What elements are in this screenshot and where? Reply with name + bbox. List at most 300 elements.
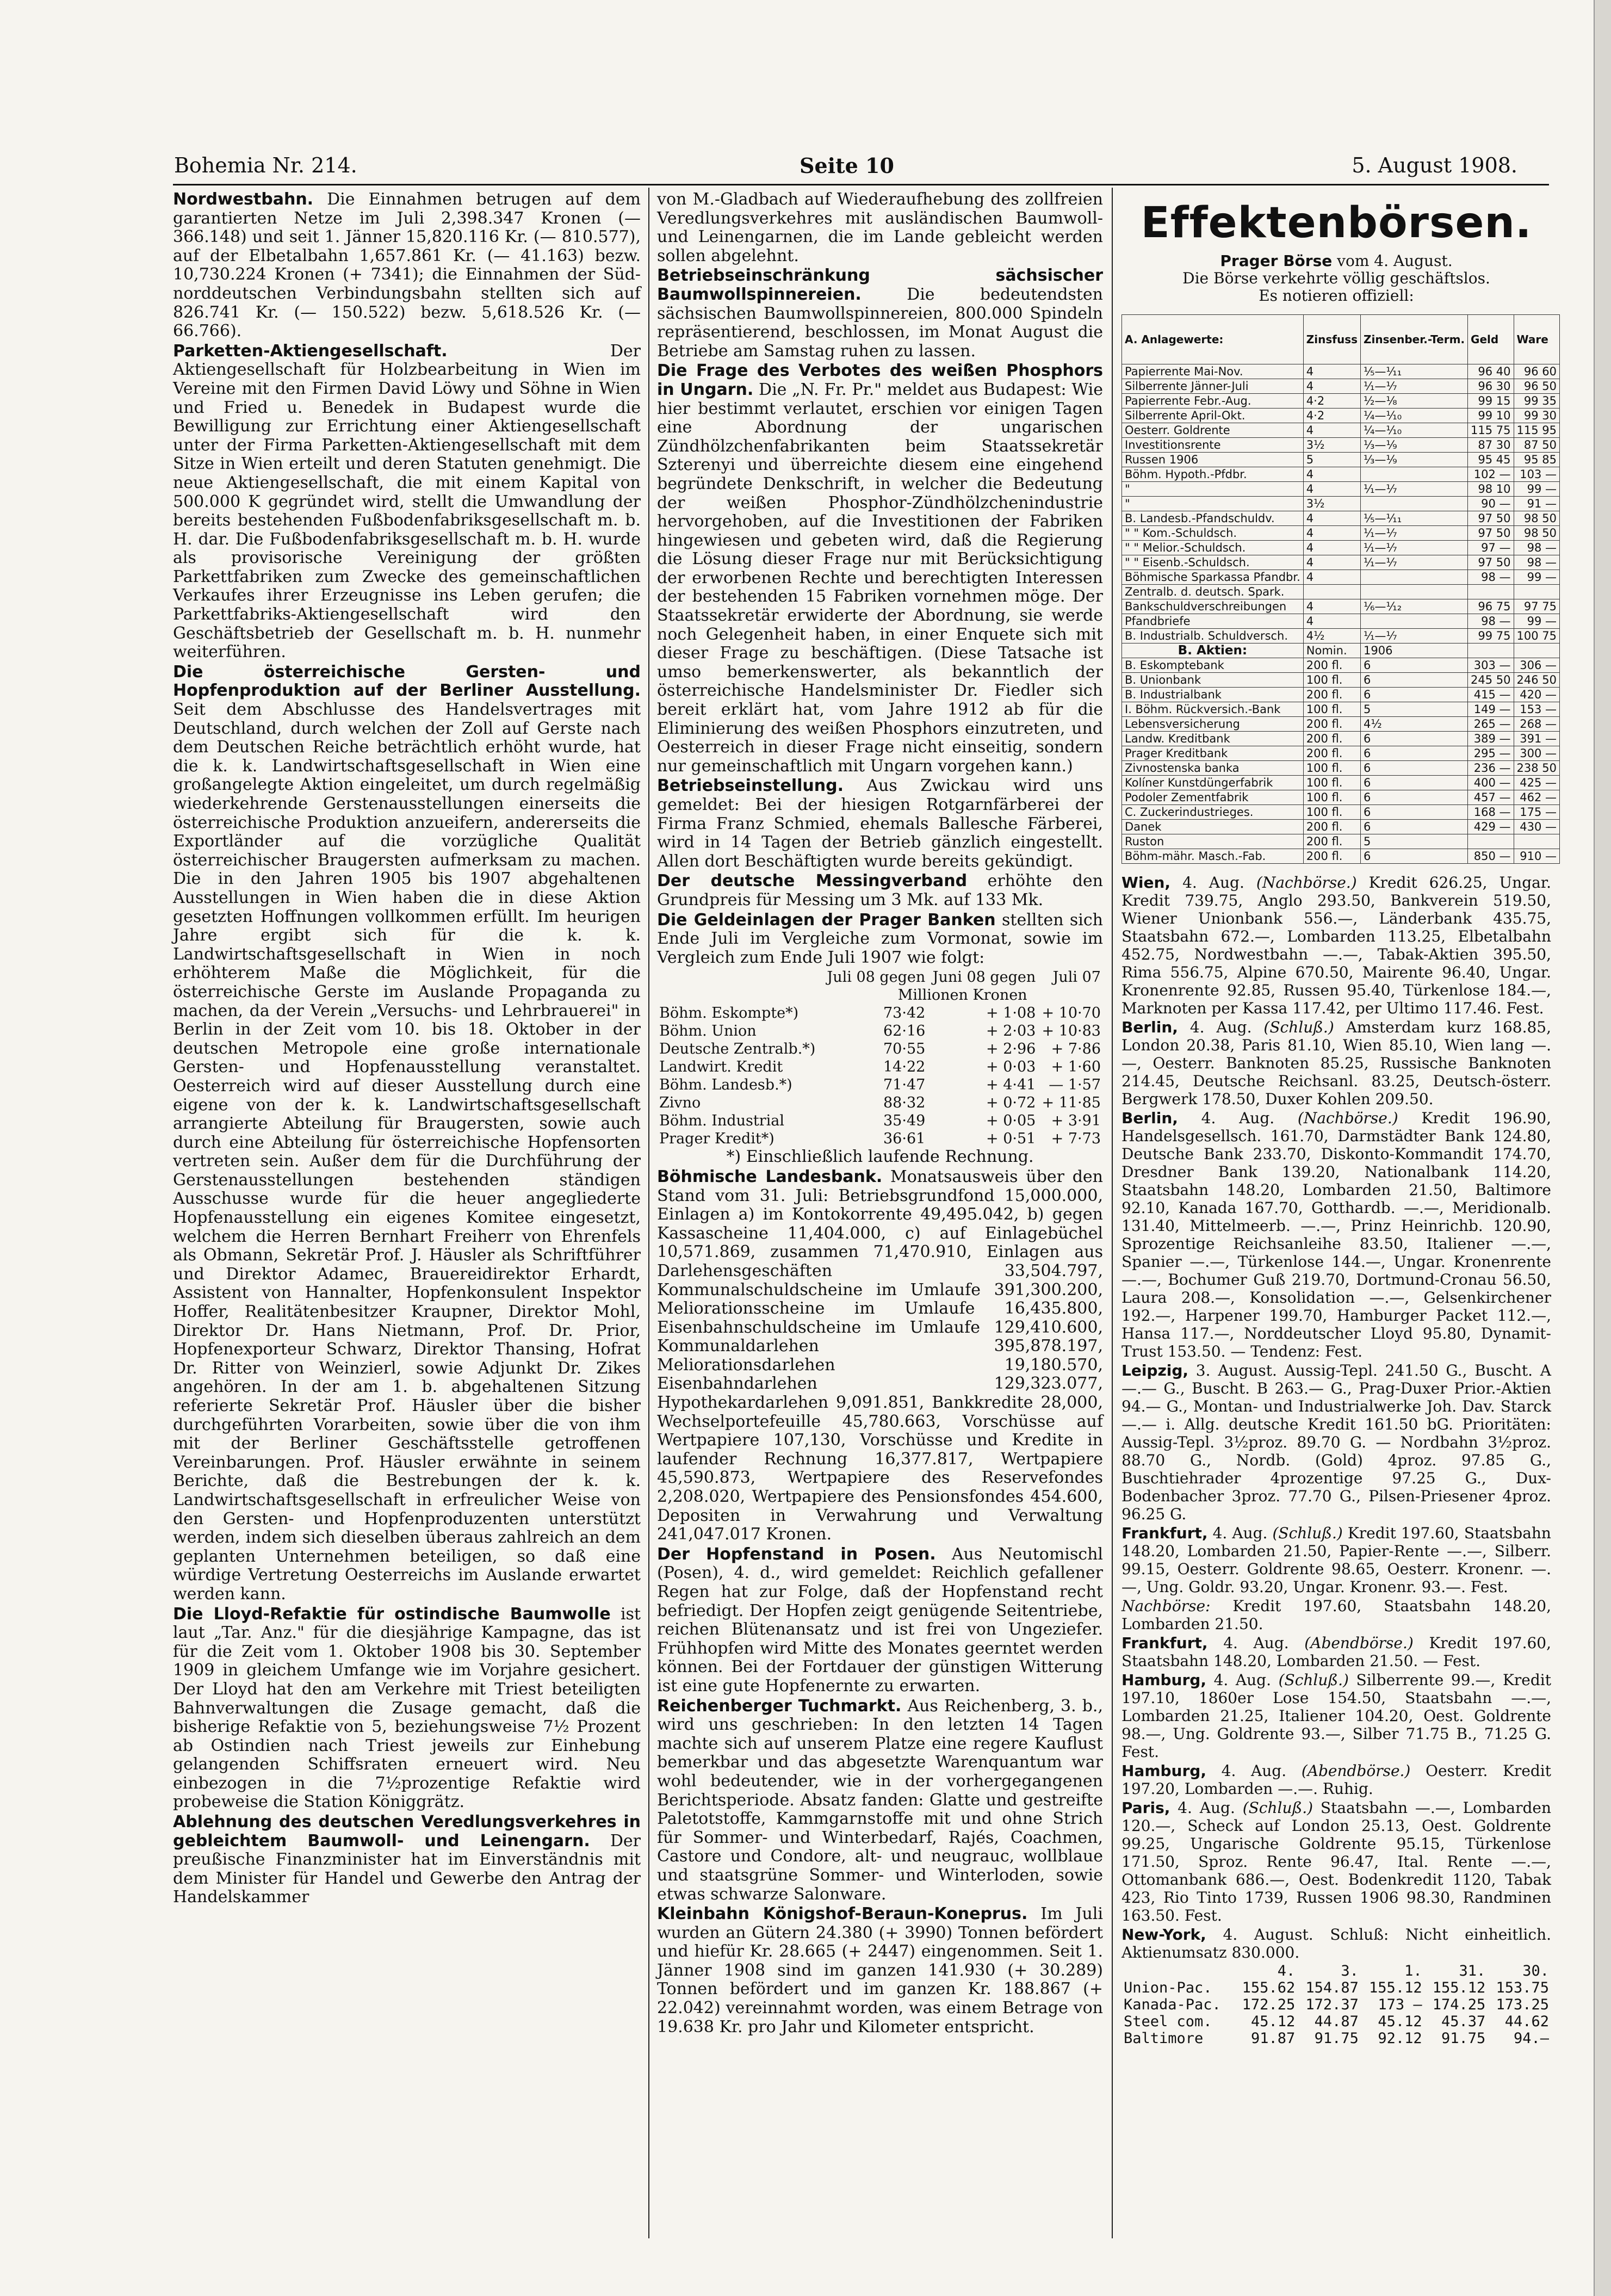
security-name: Investitionsrente [1122,438,1304,453]
deposits-unit-row [657,986,1103,1004]
ask: 95 85 [1514,453,1559,467]
market-city: Berlin, [1121,1018,1178,1036]
table-row [1122,379,1560,394]
deposits-unit: Millionen Kronen [897,987,1027,1004]
bid: 98 — [1468,570,1514,585]
table-row [1121,2030,1551,2047]
table-row [1122,570,1560,585]
term: 5 [1361,702,1468,717]
security-name: " " Kom.-Schuldsch. [1122,526,1304,541]
table-row [657,1094,1103,1112]
security-name: Böhm. Hypoth.-Pfdbr. [1122,467,1304,482]
ask: 99 — [1514,614,1559,629]
table-row [1122,776,1560,790]
ask: 99 30 [1514,409,1559,423]
market-text: Kredit 196.90, Handelsgesellsch. 161.70, Darmstädter Bank 124.80, Deutsche Bank 233.70, Diskonto-Kommandit 174.70, Dresdner Bank 139.20, Nationalbank 114.20, Staatsbahn 148.20, Lombarden 21.50, Baltimore 92.10, Kanada 167.70, Gotthardb. —.—, Meridionalb. 131.40, Mittelmeerb. —.—, Prinz Heinrichb. 120.90, Sprozentige Reichsanleihe 83.50, Italiener —.—, Spanier —.—, Türkenlose 144.—, Ungar. Kronenrente —.—, Bochumer Guß 219.70, Dortmund-Cronau 56.50, Laura 208.—, Konsolidation —.—, Gelsenkirchener 192.—, Harpener 199.70, Hamburger Packet 112.—, Hansa 117.—, Norddeutscher Lloyd 95.80, Dynamit-Trust 153.50. — Tendenz: Fest. [1121,1109,1552,1360]
term: ⅟₁—⅟₇ [1361,526,1468,541]
deposits-col-header: Juli 07 [1052,969,1101,986]
table-row [1121,1979,1551,1996]
rate: 200 fl. [1303,688,1360,702]
table-row [1122,467,1560,482]
security-name: B. Eskomptebank [1122,658,1304,673]
market-text: Schluß: Nicht einheitlich. Aktienumsatz 830.000. [1121,1926,1552,1961]
deposit-bank: Böhm. Union [659,1023,757,1040]
table-row [1122,555,1560,570]
term: 6 [1361,776,1468,790]
security-name: Böhm-mähr. Masch.-Fab. [1122,849,1304,864]
table-row [1122,585,1560,599]
term: ⅟₄—⅟₁₀ [1361,423,1468,438]
table-row [1122,658,1560,673]
deposit-vs-prev-year: + 10·83 [1042,1023,1101,1040]
ask: 97 75 [1514,599,1559,614]
ask [1514,585,1559,599]
bid: 457 — [1468,790,1514,805]
term: ⅟₁—⅟₇ [1361,482,1468,497]
newyork-date-header: 30. [1522,1963,1549,1979]
column-2 [657,190,1103,2236]
bid: 389 — [1468,732,1514,746]
bid [1468,585,1514,599]
ask: 98 50 [1514,511,1559,526]
table-row [657,1058,1103,1076]
market-report [1121,1671,1551,1761]
security-name: B. Unionbank [1122,673,1304,688]
term [1361,467,1468,482]
security-name: " [1122,482,1304,497]
security-name: B. Industrialb. Schuldversch. [1122,629,1304,643]
term: 4½ [1361,717,1468,732]
security-name: B. Industrialbank [1122,688,1304,702]
market-note: (Schluß.) [1278,1671,1349,1689]
article-heading: Der deutsche Messingverband [657,871,968,891]
bid: 97 50 [1468,555,1514,570]
table-row [1122,643,1560,658]
column-1 [173,190,641,2236]
bid: 850 — [1468,849,1514,864]
security-name: Silberrente April-Okt. [1122,409,1304,423]
market-date: 4. Aug. [1182,874,1244,892]
newyork-price: 172.37 [1305,1996,1359,2013]
rate: 4 [1303,555,1360,570]
security-name: Papierrente Febr.-Aug. [1122,394,1304,409]
bid: 236 — [1468,761,1514,776]
newyork-date-header: 3. [1341,1963,1359,1979]
market-text: Aussig-Tepl. 241.50 G., Buscht. A —.— G., Buscht. B 263.— G., Prag-Duxer Prior.-Aktien 94.— G., Montan- und Industrialwerke Joh. Dav. Starck —.— i. Allg. deutsche Kredit 161.50 bG. Prioritäten: Aussig-Tepl. 3½proz. 89.70 G. — Nordbahn 3½proz. 88.70 G., Nordb. (Gold) 4proz. 97.85 G., Buschtiehrader 4prozentige 97.25 G., Dux-Bodenbacher 3proz. 77.70 G., Pilsen-Priesener 4proz. 96.25 G. [1121,1361,1552,1523]
table-row [1122,805,1560,820]
header-rule [173,184,1549,185]
ask: 96 50 [1514,379,1559,394]
rate: 100 fl. [1303,776,1360,790]
table-row [657,1004,1103,1022]
deposit-bank: Böhm. Landesb.*) [659,1076,792,1094]
security-name: " [1122,497,1304,511]
article-body: Die bedeutendsten sächsischen Baumwollspinnereien, 800.000 Spindeln repräsentierend, beschlossen, im Monat August die Betriebe am Samstag ruhen zu lassen. [657,284,1103,361]
deposit-july: 62·16 [883,1023,926,1040]
table-row [657,1112,1103,1130]
market-note: (Nachbörse.) [1256,874,1357,892]
deposit-july: 70·55 [883,1041,926,1058]
article-body: Seit dem Abschlusse des Handelsvertrages mit Deutschland, durch welchen der Zoll auf Gerste nach dem Deutschen Reiche beträchtlich erhöht wurde, hat die k. k. Landwirtschaftsgesellschaft in Wien eine großangelegte Aktion eingeleitet, um durch regelmäßig wiederkehrende Gerstenausstellungen einerseits die österreichische Produktion anzueifern, andererseits die Exportländer auf die vorzügliche Qualität österreichischer Braugersten aufmerksam zu machen. Die in den Jahren 1905 bis 1907 abgehaltenen Ausstellungen in Wien haben die in diese Aktion gesetzten Hoffnungen vollkommen erfüllt. Im heurigen Jahre ergibt sich für die k. k. Landwirtschaftsgesellschaft in Wien in noch erhöhterem Maße die Möglichkeit, für die österreichische Gerste im Auslande Propaganda zu machen, da der Verein „Versuchs- und Lehrbrauerei" in Berlin in der Zeit vom 10. bis 18. Oktober in der deutschen Metropole eine große internationale Gersten- und Hopfenausstellung veranstaltet. Oesterreich wird auf dieser Ausstellung durch eine eigene von der k. k. Landwirtschaftsgesellschaft arrangierte Abteilung für Braugersten, sowie auch durch eine Abteilung für österreichische Hopfensorten vertreten sein. Außer dem für die Durchführung der Gerstenausstellungen bestehenden ständigen Ausschusse wurde für die heuer angegliederte Hopfenausstellung ein eigenes Komitee eingesetzt, welchem die Herren Bernhart Freiherr von Ehrenfels als Obmann, Sekretär Prof. J. Häusler als Schriftführer und Direktor Adamec, Brauereidirektor Erhardt, Assistent von Hannalter, Hopfenkonsulent Inspektor Hoffer, Realitätenbesitzer Kraupner, Direktor Mohl, Direktor Dr. Hans Nietmann, Prof. Dr. Prior, Hopfenexporteur Schwarz, Direktor Thansing, Hofrat Dr. Ritter von Weinzierl, sowie Adjunkt Dr. Zikes angehören. In der am 1. b. abgehaltenen Sitzung referierte Sekretär Prof. Häusler über die bisher durchgeführten Vorarbeiten, sowie über die von ihm mit der Berliner Geschäftsstelle getroffenen Vereinbarungen. Prof. Häusler erwähnte in seinem Berichte, daß die Bestrebungen der k. k. Landwirtschaftsgesellschaft in erfreulicher Weise von den Gersten- und Hopfenproduzenten unterstützt werden, indem sich dieselben überaus zahlreich an dem geplanten Unternehmen beteiligen, so daß eine würdige Vertretung Oesterreichs im Auslande erwartet werden kann. [173,700,641,1604]
newyork-date-header: 1. [1404,1963,1422,1979]
market-city: Wien, [1121,874,1171,892]
column-3 [1121,190,1557,2236]
issue-number: Bohemia Nr. 214. [174,153,357,177]
article-heading: Die Frage des Verbotes des weißen Phosphors in Ungarn. [657,361,1103,399]
market-report [1121,1799,1551,1924]
ask: 430 — [1514,820,1559,834]
newyork-price: 153.75 [1496,1979,1549,1996]
article-body: Der preußische Finanzminister hat im Einverständnis mit dem Minister für Handel und Gewerbe den Antrag der Handelskammer [173,1831,641,1907]
table-row [657,1040,1103,1058]
market-city: New-York, [1121,1926,1206,1944]
term: ⅟₃—⅟₉ [1361,438,1468,453]
table-row [1122,438,1560,453]
security-name: Podoler Zementfabrik [1122,790,1304,805]
table-row [1122,717,1560,732]
rate: 200 fl. [1303,717,1360,732]
article [657,777,1103,871]
bid: 95 45 [1468,453,1514,467]
deposit-bank: Deutsche Zentralb.*) [659,1041,816,1058]
term: 6 [1361,732,1468,746]
term [1361,614,1468,629]
table-row [1122,688,1560,702]
rate [1303,585,1360,599]
rate: 3½ [1303,438,1360,453]
newyork-date-header: 4. [1277,1963,1296,1979]
newyork-stock: Baltimore [1124,2030,1204,2047]
market-text: Silberrente 99.—, Kredit 197.10, 1860er Lose 154.50, Staatsbahn —.—, Lombarden 21.25, Italiener 104.20, Oest. Goldrente 98.—, Ung. Goldrente 93.—, Silber 71.75 B., 71.25 G. Fest. [1121,1671,1551,1761]
rate: 3½ [1303,497,1360,511]
article-body: Monatsausweis über den Stand vom 31. Juli: Betriebsgrundfond 15,000.000, Einlagen a) im Kontokorrente 49,495.042, b) gegen Kassascheine 11,404.000, c) auf Einlagebüchel 10,571.869, zusammen 71,470.910, Einlagen aus Darlehensgeschäften 33,504.797, Kommunalschuldscheine im Umlaufe 391,300.200, Meliorationsscheine im Umlaufe 16,435.800, Eisenbahnschuldscheine im Umlaufe 129,410.600, Kommunaldarlehen 395,878.197, Meliorationsdarlehen 19,180.570, Eisenbahndarlehen 129,323.077, Hypothekardarlehen 9,091.851, Bankkredite 28,000, Wechselportefeuille 45,780.663, Vorschüsse auf Wertpapiere 107,130, Vorschüsse und Kredite in laufender Rechnung 16,377.817, Wertpapiere 45,590.873, Wertpapiere des Reservefondes 2,208.020, Wertpapiere des Pensionsfondes 454.600, Depositen in Verwahrung und Verwaltung 241,047.017 Kronen. [657,1167,1103,1544]
ask: 153 — [1514,702,1559,717]
deposits-table [657,968,1103,1148]
market-reports [1121,874,1551,1961]
bid: 98 — [1468,614,1514,629]
market-note: (Nachbörse.) [1297,1109,1398,1127]
security-name: Danek [1122,820,1304,834]
bid: 97 — [1468,541,1514,555]
article [657,911,1103,968]
article-heading: Die Geldeinlagen der Prager Banken [657,910,996,930]
security-name: Silberrente Jänner-Juli [1122,379,1304,394]
newyork-price: 45.12 [1250,2013,1296,2030]
table-row [1122,629,1560,643]
deposit-vs-prev-year: + 7·86 [1051,1041,1101,1058]
newyork-stock: Kanada-Pac. [1124,1996,1221,2013]
rate: 5 [1303,453,1360,467]
rate: 4 [1303,570,1360,585]
newyork-price: 45.12 [1378,2013,1422,2030]
deposit-vs-june: + 0·51 [986,1130,1036,1148]
market-note: (Abendbörse.) [1304,1634,1414,1652]
table-row [1122,409,1560,423]
table-row [1122,790,1560,805]
security-name: Papierrente Mai-Nov. [1122,364,1304,379]
newyork-header [1121,1963,1551,1979]
market-date: 4. Aug. [1178,1799,1235,1817]
article-heading: Böhmische Landesbank. [657,1167,883,1186]
deposit-vs-prev-year: + 11·85 [1042,1094,1101,1112]
deposits-header [657,968,1103,986]
deposit-vs-june: + 2·03 [986,1023,1036,1040]
newyork-price: 91.75 [1441,2030,1486,2047]
article [173,1813,641,1907]
table-row [1121,1996,1551,2013]
article [657,872,1103,909]
security-name: Pfandbriefe [1122,614,1304,629]
deposit-july: 36·61 [883,1130,926,1148]
bid: 96 30 [1468,379,1514,394]
bid: 97 50 [1468,511,1514,526]
quotes-col-header: Zinsenber.-Term. [1361,315,1468,364]
rate: 4 [1303,364,1360,379]
bid: 98 10 [1468,482,1514,497]
deposit-vs-june: + 0·03 [986,1059,1036,1076]
bid: 303 — [1468,658,1514,673]
rate: 200 fl. [1303,746,1360,761]
security-name: " " Eisenb.-Schuldsch. [1122,555,1304,570]
newyork-price: 155.12 [1432,1979,1486,1996]
market-text: Amsterdam kurz 168.85, London 20.38, Paris 81.10, Wien 85.10, Wien lang —.—, Oesterr. Banknoten 85.25, Russische Banknoten 214.45, Deutsche Reichsanl. 83.25, Deutsch-österr. Bergwerk 178.50, Duxer Kohlen 209.50. [1121,1018,1551,1108]
newyork-price: 92.12 [1378,2030,1422,2047]
bid: 87 30 [1468,438,1514,453]
article [173,342,641,662]
ask: 96 60 [1514,364,1559,379]
deposit-july: 73·42 [883,1005,926,1022]
article-body: erhöhte den Grundpreis für Messing um 3 Mk. auf 133 Mk. [657,871,1103,909]
deposit-vs-june: + 4·41 [986,1076,1036,1094]
market-date: 4. Aug. [1201,1109,1275,1127]
article [173,1605,641,1812]
security-name: Zentralb. d. deutsch. Spark. [1122,585,1304,599]
term: 6 [1361,688,1468,702]
rate: 4½ [1303,629,1360,643]
article-heading: Kleinbahn Königshof-Beraun-Koneprus. [657,1904,1028,1924]
deposits-col-header: Juli 08 gegen [827,969,926,986]
section-title: Effektenbörsen. [1141,199,1532,247]
prague-exchange-line [1121,252,1551,270]
security-name: Lebensversicherung [1122,717,1304,732]
market-date: 3. August. [1195,1361,1277,1379]
security-name: " " Melior.-Schuldsch. [1122,541,1304,555]
bid: 149 — [1468,702,1514,717]
rate: 200 fl. [1303,849,1360,864]
market-city: Hamburg, [1121,1671,1206,1689]
article [657,1697,1103,1904]
newyork-table [1121,1963,1551,2047]
ask: 98 50 [1514,526,1559,541]
newyork-price: 44.62 [1504,2013,1549,2030]
rate: 100 fl. [1303,790,1360,805]
issue-date: 5. August 1908. [1352,153,1517,177]
ask: 268 — [1514,717,1559,732]
table-row [1122,394,1560,409]
security-name: Zivnostenska banka [1122,761,1304,776]
newyork-price: 172.25 [1242,1996,1296,2013]
table-row [1122,761,1560,776]
market-text: Kredit 197.60, Staatsbahn 148.20, Lombarden 21.50, Papier-Rente —.—, Silberr. 99.15, Oesterr. Goldrente 98.65, Oesterr. Kronenr. —.—, Ung. Goldr. 93.20, Ungar. Kronenr. 93.—. Fest. [1121,1524,1551,1596]
market-city: Frankfurt, [1121,1634,1208,1652]
column-divider [648,188,649,2238]
security-name: Oesterr. Goldrente [1122,423,1304,438]
deposit-vs-prev-year: + 10·70 [1042,1005,1101,1022]
ask: 420 — [1514,688,1559,702]
article [657,267,1103,361]
newyork-body [1121,1979,1551,2047]
table-row [657,1022,1103,1040]
newyork-price: 173.25 [1496,1996,1549,2013]
term: 6 [1361,790,1468,805]
rate: 4 [1303,467,1360,482]
market-report [1121,1018,1551,1108]
bid: 99 10 [1468,409,1514,423]
rate: 4 [1303,599,1360,614]
article-heading: Betriebseinstellung. [657,776,844,796]
table-row [1122,614,1560,629]
rate: 200 fl. [1303,834,1360,849]
newyork-price: 155.62 [1242,1979,1296,1996]
newyork-price: 91.87 [1250,2030,1296,2047]
market-city: Berlin, [1121,1109,1178,1127]
table-row [1122,511,1560,526]
ask: 99 — [1514,570,1559,585]
term: ⅟₁—⅟₇ [1361,379,1468,394]
market-report [1121,1762,1551,1798]
market-text: Staatsbahn —.—, Lombarden 120.—, Scheck auf London 25.13, Oest. Goldrente 99.25, Ungarische Goldrente 95.15, Türkenlose 171.50, Sproz. Rente 96.47, Ital. Rente —.—, Ottomanbank 686.—, Oest. Bodenkredit 1120, Tabak 423, Rio Tinto 1739, Russen 1906 98.30, Randminen 163.50. Fest. [1121,1799,1552,1924]
exchange-note: Die Börse verkehrte völlig geschäftslos. [1182,269,1490,287]
term: 5 [1361,834,1468,849]
term: 6 [1361,805,1468,820]
article-heading: Ablehnung des deutschen Veredlungsverkehres in gebleichtem Baumwoll- und Leinengarn. [173,1812,641,1851]
table-row [1122,834,1560,849]
newyork-date-header: 31. [1459,1963,1486,1979]
rate: 4 [1303,511,1360,526]
market-report [1121,1597,1551,1633]
table-row [1122,541,1560,555]
ask: 91 — [1514,497,1559,511]
bid: 97 50 [1468,526,1514,541]
table-row [1122,364,1560,379]
bid: 102 — [1468,467,1514,482]
market-date: 4. Aug. [1221,1762,1287,1780]
table-row [1121,2013,1551,2030]
table-row [1122,732,1560,746]
ask: 103 — [1514,467,1559,482]
term: 6 [1361,761,1468,776]
market-city: Frankfurt, [1121,1524,1208,1542]
deposit-vs-june: + 1·08 [986,1005,1036,1022]
quotes-section-b [1122,658,1560,864]
newyork-price: 91.75 [1314,2030,1359,2047]
deposit-bank: Prager Kredit*) [659,1130,774,1148]
market-note: (Abendbörse.) [1301,1762,1411,1780]
article-heading: Nordwestbahn. [173,190,314,209]
deposit-bank: Zivno [659,1094,701,1112]
deposit-july: 14·22 [883,1059,926,1076]
term: ⅟₅—⅟₁₁ [1361,511,1468,526]
newyork-price: 174.25 [1432,1996,1486,2013]
bid: 96 75 [1468,599,1514,614]
ask: 99 — [1514,482,1559,497]
market-date: 4. Aug. [1213,1671,1271,1689]
article-heading: Betriebseinschränkung sächsischer Baumwollspinnereien. [657,266,1103,304]
newyork-stock: Steel com. [1124,2013,1212,2030]
page-number: Seite 10 [800,153,894,178]
ask: 115 95 [1514,423,1559,438]
quotes-col-header: Ware [1514,315,1559,364]
bid [1468,834,1514,849]
quotes-col-header: Geld [1468,315,1514,364]
market-note: Nachbörse: [1121,1597,1211,1615]
rate: 100 fl. [1303,702,1360,717]
bid: 90 — [1468,497,1514,511]
rate: 100 fl. [1303,673,1360,688]
article-body: Im Juli wurden an Gütern 24.380 (+ 3990) Tonnen befördert und hiefür Kr. 28.665 (+ 2447) eingenommen. Seit 1. Jänner 1908 sind im ganzen 141.930 (+ 30.289) Tonnen befördert und im ganzen Kr. 188.867 (+ 22.042) vereinnahmt worden, was einem Betrage von 19.638 Kr. pro Jahr und Kilometer entspricht. [657,1904,1103,2037]
market-report [1121,1361,1551,1523]
table-row [1122,497,1560,511]
bid: 245 50 [1468,673,1514,688]
rate: 4 [1303,379,1360,394]
term: ⅟₁—⅟₇ [1361,629,1468,643]
security-name: I. Böhm. Rückversich.-Bank [1122,702,1304,717]
prague-exchange-head: Prager Börse [1220,252,1333,270]
table-row [1122,599,1560,614]
article-heading: Parketten-Aktiengesellschaft. [173,341,448,361]
article [173,663,641,1604]
quotes-header [1122,315,1560,364]
deposit-vs-prev-year: + 1·60 [1051,1059,1101,1076]
rate: 4 [1303,614,1360,629]
bid: 265 — [1468,717,1514,732]
security-name: C. Zuckerindustrieges. [1122,805,1304,820]
page-header [174,153,1534,186]
bid: 99 15 [1468,394,1514,409]
newyork-stock: Union-Pac. [1124,1979,1212,1996]
article-body: Die „N. Fr. Pr." meldet aus Budapest: Wie hier bestimmt verlautet, erschien vor einigen Tagen eine Abordnung der ungarischen Zündhölzchenfabrikanten beim Staatssekretär Szterenyi und überreichte diesem eine eingehend begründete Denkschrift, in welcher die Bedeutung der weißen Phosphor-Zündhölzchenindustrie hervorgehoben, auf die Investitionen der Fabriken hingewiesen und gebeten wird, daß die Regierung die Lösung dieser Frage nur mit Berücksichtigung der erworbenen Rechte und berechtigten Interessen der bestehenden 15 Fabriken vornehmen möge. Der Staatssekretär erwiderte der Abordnung, sie werde noch Gelegenheit haben, in einer Enquete sich mit dieser Frage zu beschäftigen. (Diese Tatsache ist umso bemerkenswerter, als bekanntlich der österreichische Handelsminister Dr. Fiedler sich bereit erklärt hat, vom Jahre 1912 ab für die Eliminierung des weißen Phosphors einzutreten, und Oesterreich in dieser Frage nicht einseitig, sondern nur gemeinschaftlich mit Ungarn vorgehen kann.) [657,380,1103,776]
article-heading: Die Lloyd-Refaktie für ostindische Baumwolle [173,1604,611,1624]
article [657,1905,1103,2037]
quotes-col-header: A. Anlagewerte: [1122,315,1304,364]
rate: 4·2 [1303,409,1360,423]
deposit-vs-june: + 2·96 [986,1041,1036,1058]
rate: 4·2 [1303,394,1360,409]
article [657,190,1103,265]
security-name: Böhmische Sparkassa Pfandbr. [1122,570,1304,585]
article-body: Aus Zwickau wird uns gemeldet: Bei der hiesigen Rotgarnfärberei der Firma Franz Schmied, ehemals Ballesche Färberei, wird in 14 Tagen der Betrieb gänzlich eingestellt. Allen dort Beschäftigten wurde bereits gekündigt. [657,776,1103,871]
market-city: Leipzig, [1121,1361,1189,1379]
term: ⅟₅—⅟₁₁ [1361,364,1468,379]
article-heading: Der Hopfenstand in Posen. [657,1544,936,1564]
market-report [1121,1524,1551,1596]
newyork-date-header [1121,1963,1234,1979]
market-note: (Schluß.) [1263,1018,1334,1036]
bid: 168 — [1468,805,1514,820]
market-report [1121,1109,1551,1360]
security-name: Prager Kreditbank [1122,746,1304,761]
market-report [1121,1634,1551,1670]
market-date: 4. Aug. [1189,1018,1252,1036]
term: 6 [1361,658,1468,673]
table-row [1122,673,1560,688]
term: 6 [1361,820,1468,834]
exchange-note: Es notieren offiziell: [1259,287,1414,305]
article-body: Der Aktiengesellschaft für Holzbearbeitung in Wien im Vereine mit den Firmen David Löwy und Söhne in Wien und Fried u. Benedek in Budapest wurde die Bewilligung zur Errichtung einer Aktiengesellschaft unter der Firma Parketten-Aktiengesellschaft mit dem Sitze in Wien erteilt und deren Statuten genehmigt. Die neue Aktiengesellschaft, die mit einem Kapital von 500.000 K gegründet wird, stellt die Umwandlung der bereits bestehenden Fußbodenfabriksgesellschaft m. b. H. dar. Die Fußbodenfabriksgesellschaft m. b. H. wurde als provisorische Vereinigung der größten Parkettfabriken zum Zwecke des gemeinschaftlichen Verkaufes ihrer Erzeugnisse ins Leben gerufen; die Parkettfabriks-Aktiengesellschaft wird den Geschäftsbetrieb der Gesellschaft m. b. H. nunmehr weiterführen. [173,341,641,662]
quotes-section-a [1122,364,1560,643]
table-row [657,1130,1103,1148]
newyork-price: 44.87 [1314,2013,1359,2030]
